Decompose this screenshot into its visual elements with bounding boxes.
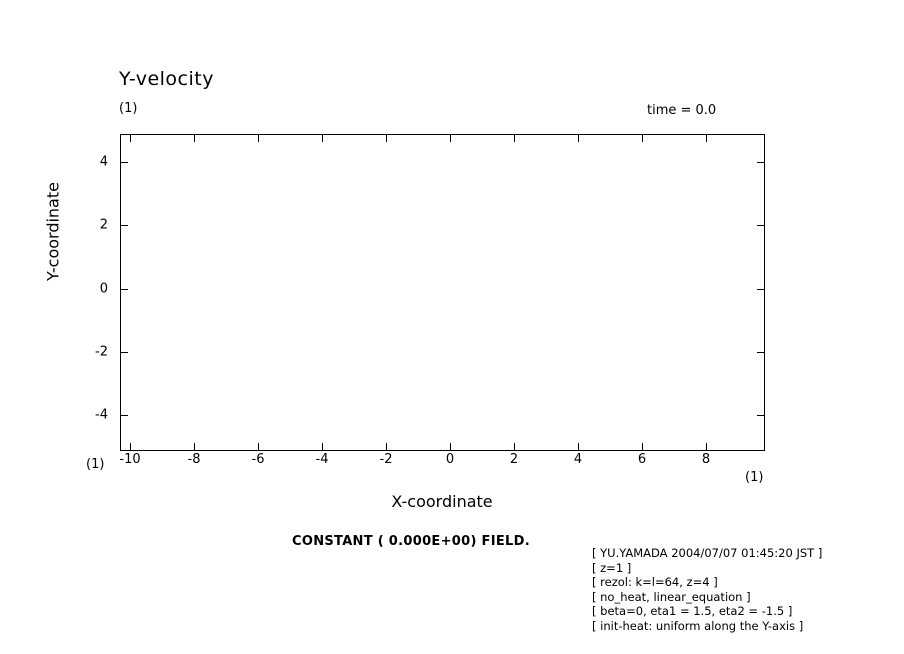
x-tick-label: 6 bbox=[637, 452, 647, 467]
x-tick-mark bbox=[258, 443, 259, 451]
page-title: Y-velocity bbox=[119, 68, 214, 90]
y-tick-mark bbox=[120, 415, 128, 416]
x-tick-label: -2 bbox=[379, 452, 393, 467]
x-tick-label: -6 bbox=[251, 452, 265, 467]
x-tick-mark bbox=[642, 134, 643, 142]
x-tick-label: 4 bbox=[573, 452, 583, 467]
x-tick-mark bbox=[450, 134, 451, 142]
y-tick-label: 4 bbox=[99, 154, 108, 170]
x-tick-mark bbox=[194, 134, 195, 142]
annotation-line: [ YU.YAMADA 2004/07/07 01:45:20 JST ] bbox=[592, 546, 823, 560]
x-tick-label: -4 bbox=[315, 452, 329, 467]
x-tick-mark bbox=[194, 443, 195, 451]
x-tick-mark bbox=[706, 134, 707, 142]
x-tick-mark bbox=[706, 443, 707, 451]
x-tick-mark bbox=[386, 443, 387, 451]
plot-area bbox=[120, 134, 765, 451]
y-tick-mark bbox=[757, 225, 765, 226]
annotation-block bbox=[592, 546, 822, 634]
x-axis-label: X-coordinate bbox=[391, 492, 493, 511]
y-tick-mark bbox=[120, 225, 128, 226]
x-tick-mark bbox=[578, 134, 579, 142]
x-tick-mark bbox=[258, 134, 259, 142]
y-tick-mark bbox=[757, 415, 765, 416]
unit-label-bottom-right: (1) bbox=[745, 470, 764, 485]
y-tick-label: -2 bbox=[95, 344, 108, 360]
x-tick-label: 0 bbox=[445, 452, 455, 467]
y-tick-label: 2 bbox=[99, 217, 108, 233]
annotation-line: [ beta=0, eta1 = 1.5, eta2 = -1.5 ] bbox=[592, 604, 793, 619]
time-label: time = 0.0 bbox=[647, 103, 717, 118]
annotation-line: [ init-heat: uniform along the Y-axis ] bbox=[592, 618, 804, 633]
x-tick-mark bbox=[578, 443, 579, 451]
y-tick-label: -4 bbox=[95, 407, 108, 423]
y-tick-mark bbox=[757, 289, 765, 290]
x-tick-mark bbox=[450, 443, 451, 451]
constant-field-note: CONSTANT ( 0.000E+00) FIELD. bbox=[292, 534, 530, 549]
x-tick-label: 8 bbox=[701, 452, 711, 467]
y-tick-mark bbox=[757, 162, 765, 163]
x-tick-mark bbox=[514, 134, 515, 142]
y-tick-label: 0 bbox=[99, 281, 108, 297]
y-tick-mark bbox=[120, 352, 128, 353]
title-unit-label: (1) bbox=[119, 101, 138, 116]
x-tick-mark bbox=[386, 134, 387, 142]
x-tick-label: -10 bbox=[119, 452, 141, 467]
x-tick-mark bbox=[322, 443, 323, 451]
y-axis-label: Y-coordinate bbox=[43, 182, 63, 281]
x-tick-mark bbox=[130, 443, 131, 451]
x-tick-mark bbox=[514, 443, 515, 451]
x-tick-label: 2 bbox=[509, 452, 519, 467]
x-tick-mark bbox=[322, 134, 323, 142]
y-tick-mark bbox=[120, 289, 128, 290]
x-tick-mark bbox=[130, 134, 131, 142]
y-tick-mark bbox=[757, 352, 765, 353]
x-tick-mark bbox=[642, 443, 643, 451]
x-tick-label: -8 bbox=[187, 452, 201, 467]
y-tick-mark bbox=[120, 162, 128, 163]
annotation-line: [ rezol: k=l=64, z=4 ] bbox=[592, 575, 718, 590]
annotation-line: [ no_heat, linear_equation ] bbox=[592, 589, 751, 604]
annotation-line: [ z=1 ] bbox=[592, 560, 632, 575]
unit-label-bottom-left: (1) bbox=[86, 457, 105, 472]
